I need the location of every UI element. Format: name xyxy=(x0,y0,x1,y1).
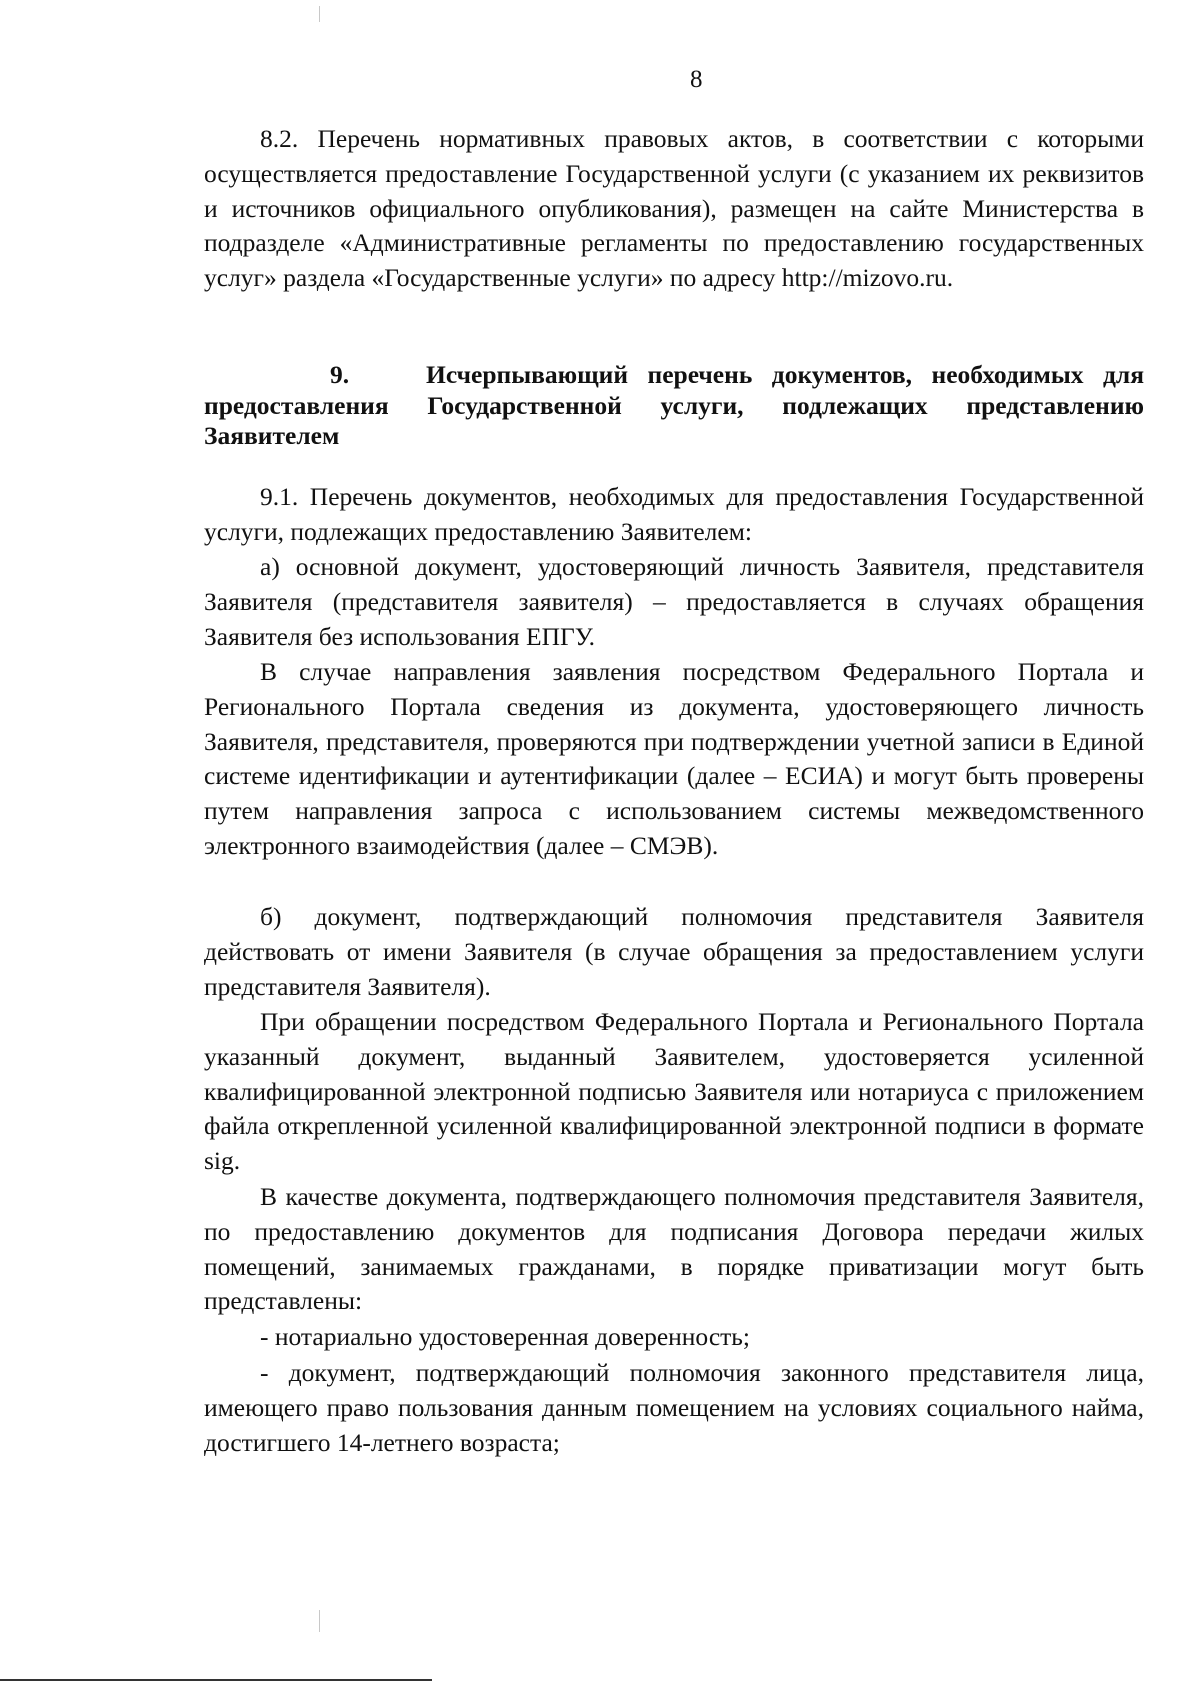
section-9-heading xyxy=(204,360,1144,452)
list-item-legal-representative: - документ, подтверждающий полномочия законного представителя лица, имеющего право пользования данным помещением на условиях социального найма, достигшего 14-летнего возраста; xyxy=(204,1358,1144,1457)
paragraph-portal-esia: В случае направления заявления посредством Федерального Портала и Регионального Портала сведения из документа, удостоверяющего личность Заявителя, представителя, проверяются при подтверждении учетной записи в Единой системе идентификации и аутентификации (далее – ЕСИА) и могут быть проверены путем направления запроса с использованием системы межведомственного электронного взаимодействия (далее – СМЭВ). xyxy=(204,657,1144,860)
paragraph-item-a: а) основной документ, удостоверяющий личность Заявителя, представителя Заявителя (представителя заявителя) – предоставляется в случаях обращения Заявителя без использования ЕПГУ. xyxy=(204,552,1144,651)
scan-artifact-bottom xyxy=(319,1610,320,1632)
paragraph-authority-docs: В качестве документа, подтверждающего полномочия представителя Заявителя, по предоставлению документов для подписания Договора передачи жилых помещений, занимаемых гражданами, в порядке приватизации могут быть представлены: xyxy=(204,1182,1144,1316)
paragraph-item-b: б) документ, подтверждающий полномочия представителя Заявителя действовать от имени Заявителя (в случае обращения за предоставлением услуги представителя Заявителя). xyxy=(204,902,1144,1001)
page-number: 8 xyxy=(690,66,703,93)
paragraph-8-2: 8.2. Перечень нормативных правовых актов, в соответствии с которыми осуществляется предоставление Государственной услуги (с указанием их реквизитов и источников официального опубликования), размещен на сайте Министерства в подразделе «Административные регламенты по предоставлению государственных услуг» раздела «Государственные услуги» по адресу http://mizovo.ru. xyxy=(204,124,1144,293)
paragraph-9-1: 9.1. Перечень документов, необходимых для предоставления Государственной услуги, подлежащих предоставлению Заявителем: xyxy=(204,482,1144,546)
paragraph-signature: При обращении посредством Федерального Портала и Регионального Портала указанный документ, выданный Заявителем, удостоверяется усиленной квалифицированной электронной подписью Заявителя или нотариуса с приложением файла открепленной усиленной квалифицированной электронной подписи в формате sig. xyxy=(204,1007,1144,1176)
scan-artifact-top xyxy=(319,6,320,22)
section-9-title: Исчерпывающий перечень документов, необходимых для предоставления Государственной услуги, подлежащих представлению Заявителем xyxy=(204,360,1144,450)
section-9-number: 9. xyxy=(330,360,350,389)
scan-artifact-line xyxy=(0,1679,432,1681)
list-item-power-of-attorney: - нотариально удостоверенная доверенность; xyxy=(260,1322,750,1351)
